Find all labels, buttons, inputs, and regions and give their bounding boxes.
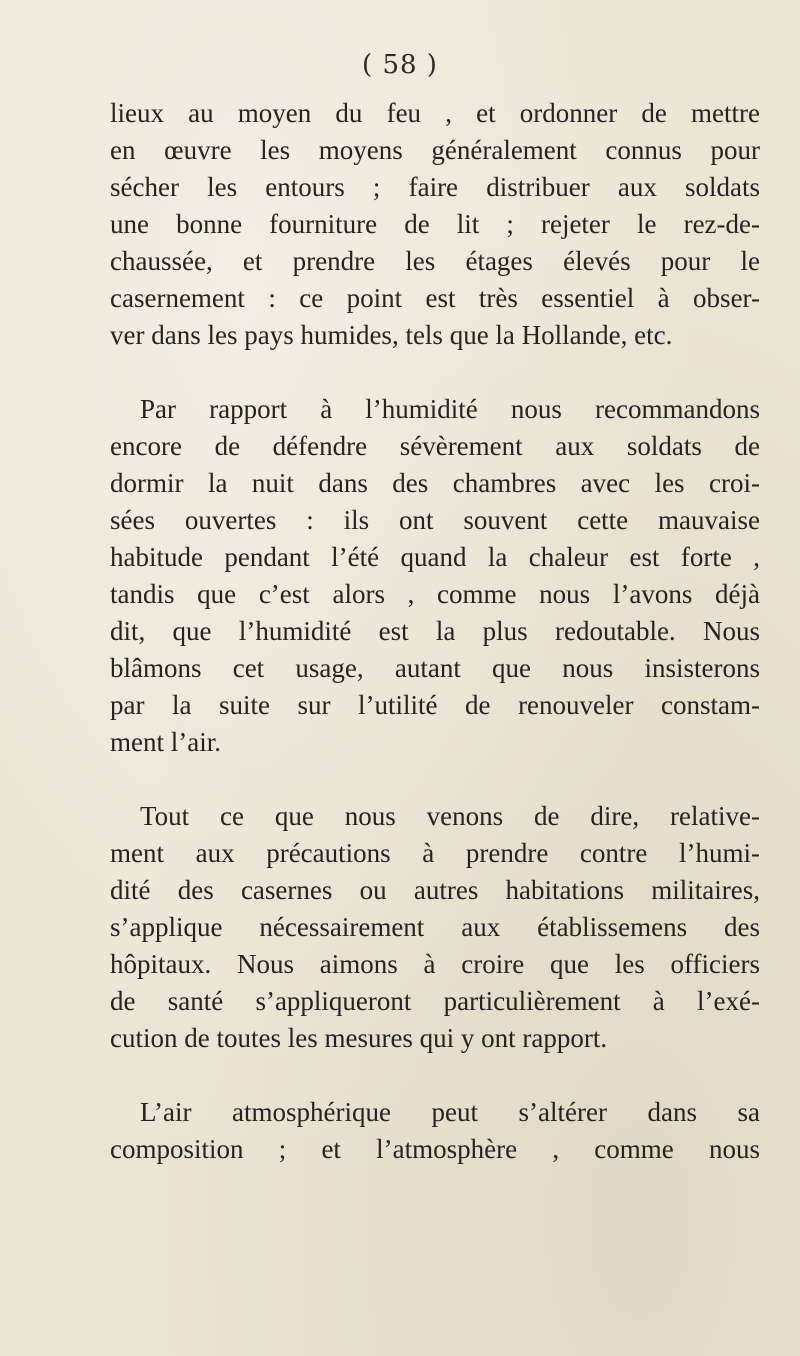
text-line: s’applique nécessairement aux établissemens des (110, 912, 760, 942)
text-line: hôpitaux. Nous aimons à croire que les officiers (110, 949, 760, 979)
text-line: chaussée, et prendre les étages élevés pour le (110, 246, 760, 276)
text-line: encore de défendre sévèrement aux soldats de (110, 431, 760, 461)
text-line: en œuvre les moyens généralement connus pour (110, 135, 760, 165)
text-line: blâmons cet usage, autant que nous insisterons (110, 653, 760, 683)
text-line: de santé s’appliqueront particulièrement à l’exé- (110, 986, 760, 1016)
paragraph-1 (110, 95, 760, 354)
text-line: L’air atmosphérique peut s’altérer dans sa (140, 1097, 760, 1127)
body-text (110, 95, 760, 1168)
text-line: par la suite sur l’utilité de renouveler constam- (110, 690, 760, 720)
text-line: ver dans les pays humides, tels que la Hollande, etc. (110, 320, 673, 350)
text-line: dit, que l’humidité est la plus redoutable. Nous (110, 616, 760, 646)
text-line: Tout ce que nous venons de dire, relative- (140, 801, 760, 831)
text-line: cution de toutes les mesures qui y ont rapport. (110, 1023, 608, 1053)
text-line: habitude pendant l’été quand la chaleur est forte , (110, 542, 760, 572)
paragraph-2 (110, 391, 760, 761)
text-line: Par rapport à l’humidité nous recommandons (140, 394, 760, 424)
text-line: sécher les entours ; faire distribuer aux soldats (110, 172, 760, 202)
text-line: ment l’air. (110, 727, 221, 757)
text-line: lieux au moyen du feu , et ordonner de mettre (110, 98, 760, 128)
text-line: composition ; et l’atmosphère , comme nous (110, 1134, 760, 1164)
text-line: casernement : ce point est très essentiel à obser- (110, 283, 760, 313)
text-line: une bonne fourniture de lit ; rejeter le rez-de- (110, 209, 760, 239)
text-line: ment aux précautions à prendre contre l’humi- (110, 838, 760, 868)
text-line: tandis que c’est alors , comme nous l’avons déjà (110, 579, 760, 609)
text-line: sées ouvertes : ils ont souvent cette mauvaise (110, 505, 760, 535)
text-line: dité des casernes ou autres habitations militaires, (110, 875, 760, 905)
page-number: ( 58 ) (362, 50, 438, 80)
paragraph-4 (110, 1094, 760, 1168)
text-line: dormir la nuit dans des chambres avec les croi- (110, 468, 760, 498)
paragraph-3 (110, 798, 760, 1057)
